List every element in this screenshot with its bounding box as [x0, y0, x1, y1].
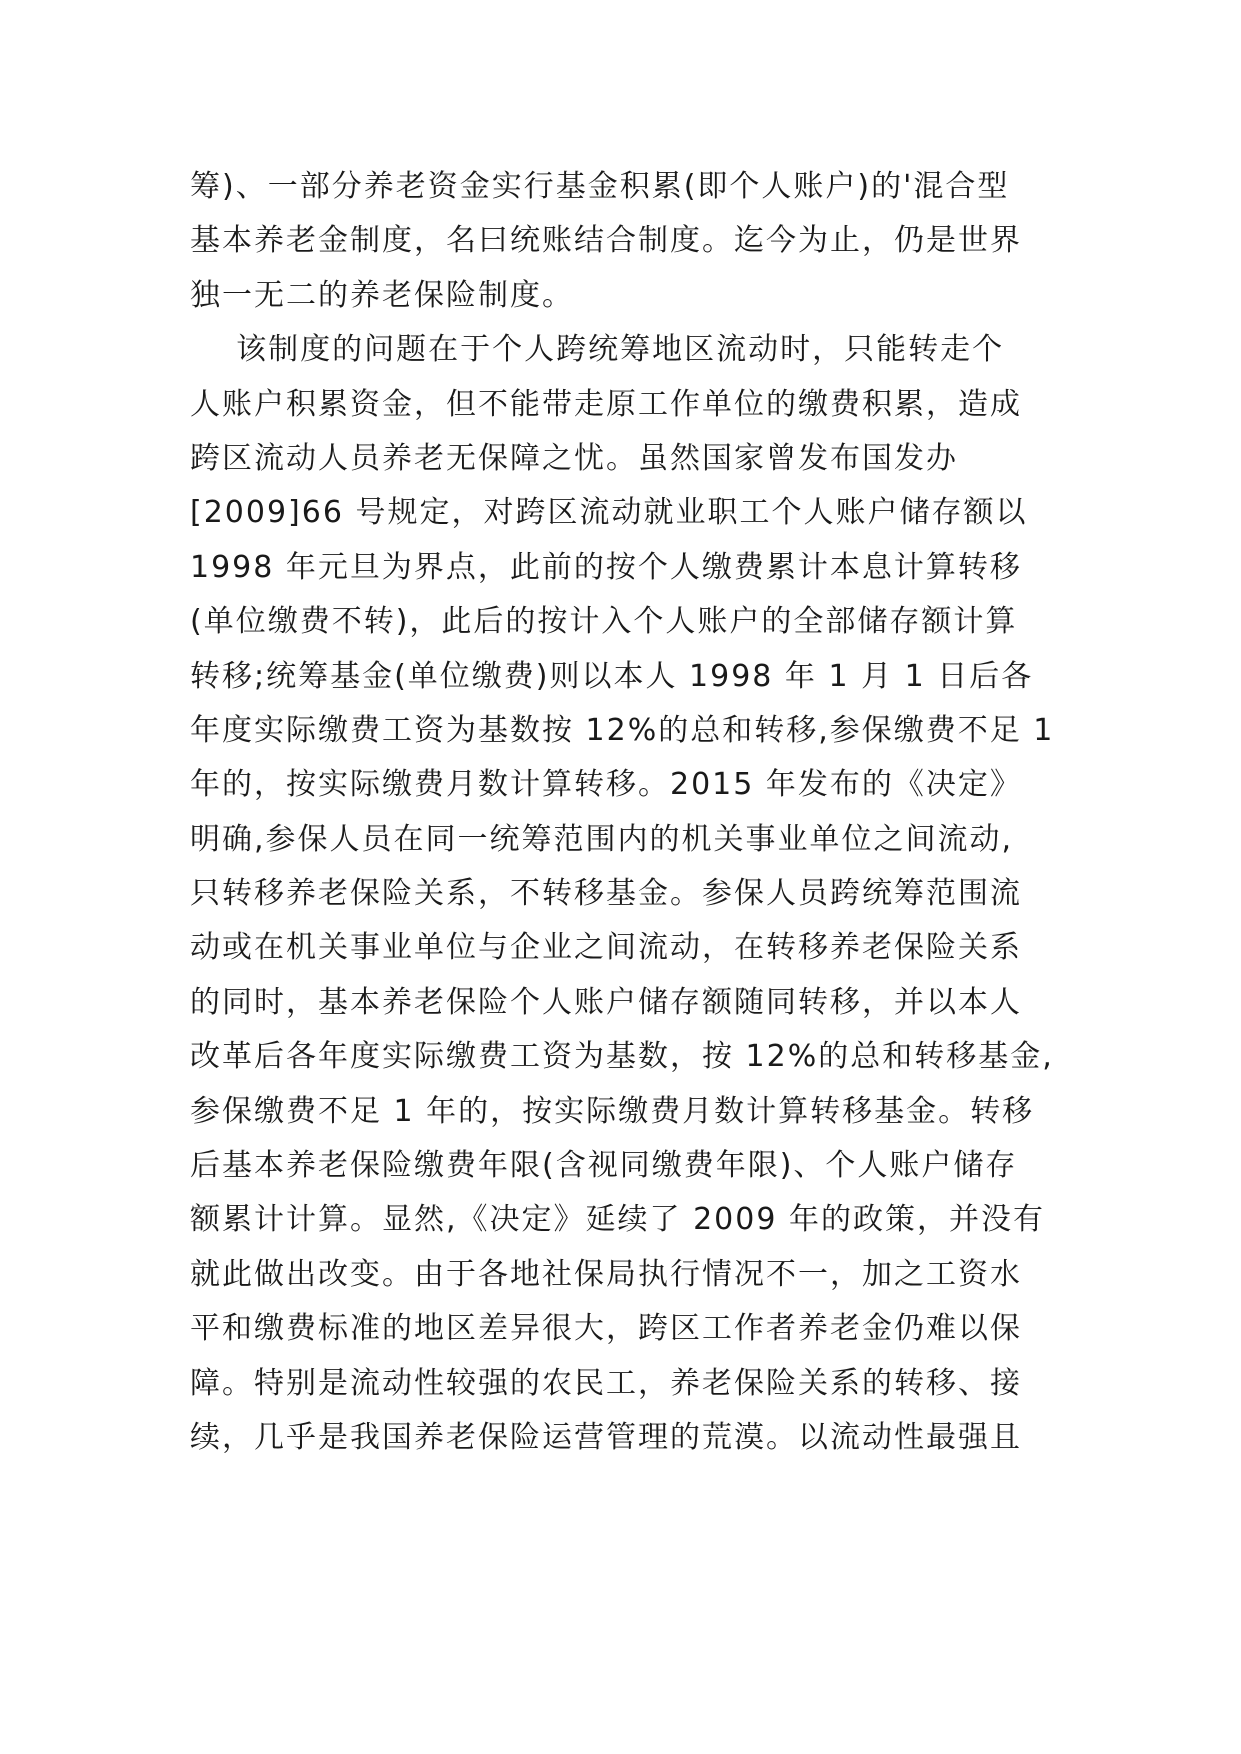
text-line: 该制度的问题在于个人跨统筹地区流动时，只能转走个: [190, 332, 1005, 368]
text-line: 1998 年元旦为界点，此前的按个人缴费累计本息计算转移: [190, 549, 1022, 585]
text-line: (单位缴费不转)，此后的按计入个人账户的全部储存额计算: [190, 604, 1018, 640]
text-line: 人账户积累资金，但不能带走原工作单位的缴费积累，造成: [190, 386, 1022, 422]
text-line: 筹)、一部分养老资金实行基金积累(即个人账户)的'混合型: [190, 169, 1010, 204]
body-text: [190, 160, 1070, 1465]
text-line: 就此做出改变。由于各地社保局执行情况不一，加之工资水: [190, 1256, 1022, 1292]
text-line: 的同时，基本养老保险个人账户储存额随同转移，并以本人: [190, 984, 1022, 1020]
text-line: 年的，按实际缴费月数计算转移。2015 年发布的《决定》: [190, 767, 1022, 803]
text-line: 后基本养老保险缴费年限(含视同缴费年限)、个人账户储存: [190, 1148, 1018, 1184]
text-line: 只转移养老保险关系，不转移基金。参保人员跨统筹范围流: [190, 876, 1022, 912]
text-line: 额累计计算。显然,《决定》延续了 2009 年的政策，并没有: [190, 1202, 1045, 1238]
text-line: 独一无二的养老保险制度。: [190, 277, 574, 313]
text-line: 基本养老金制度，名曰统账结合制度。迄今为止，仍是世界: [190, 223, 1022, 259]
text-line: 跨区流动人员养老无保障之忧。虽然国家曾发布国发办: [190, 440, 958, 476]
text-line: 续，几乎是我国养老保险运营管理的荒漠。以流动性最强且: [190, 1419, 1022, 1455]
text-line: 动或在机关事业单位与企业之间流动，在转移养老保险关系: [190, 930, 1022, 966]
text-line: 平和缴费标准的地区差异很大，跨区工作者养老金仍难以保: [190, 1311, 1022, 1347]
text-line: [2009]66 号规定，对跨区流动就业职工个人账户储存额以: [190, 495, 1028, 531]
text-line: 明确,参保人员在同一统筹范围内的机关事业单位之间流动,: [190, 821, 1014, 857]
text-line: 参保缴费不足 1 年的，按实际缴费月数计算转移基金。转移: [190, 1093, 1035, 1129]
text-line: 障。特别是流动性较强的农民工，养老保险关系的转移、接: [190, 1365, 1022, 1401]
text-line: 年度实际缴费工资为基数按 12%的总和转移,参保缴费不足 1: [190, 712, 1055, 748]
text-line: 转移;统筹基金(单位缴费)则以本人 1998 年 1 月 1 日后各: [190, 658, 1034, 694]
text-line: 改革后各年度实际缴费工资为基数，按 12%的总和转移基金,: [190, 1039, 1054, 1075]
